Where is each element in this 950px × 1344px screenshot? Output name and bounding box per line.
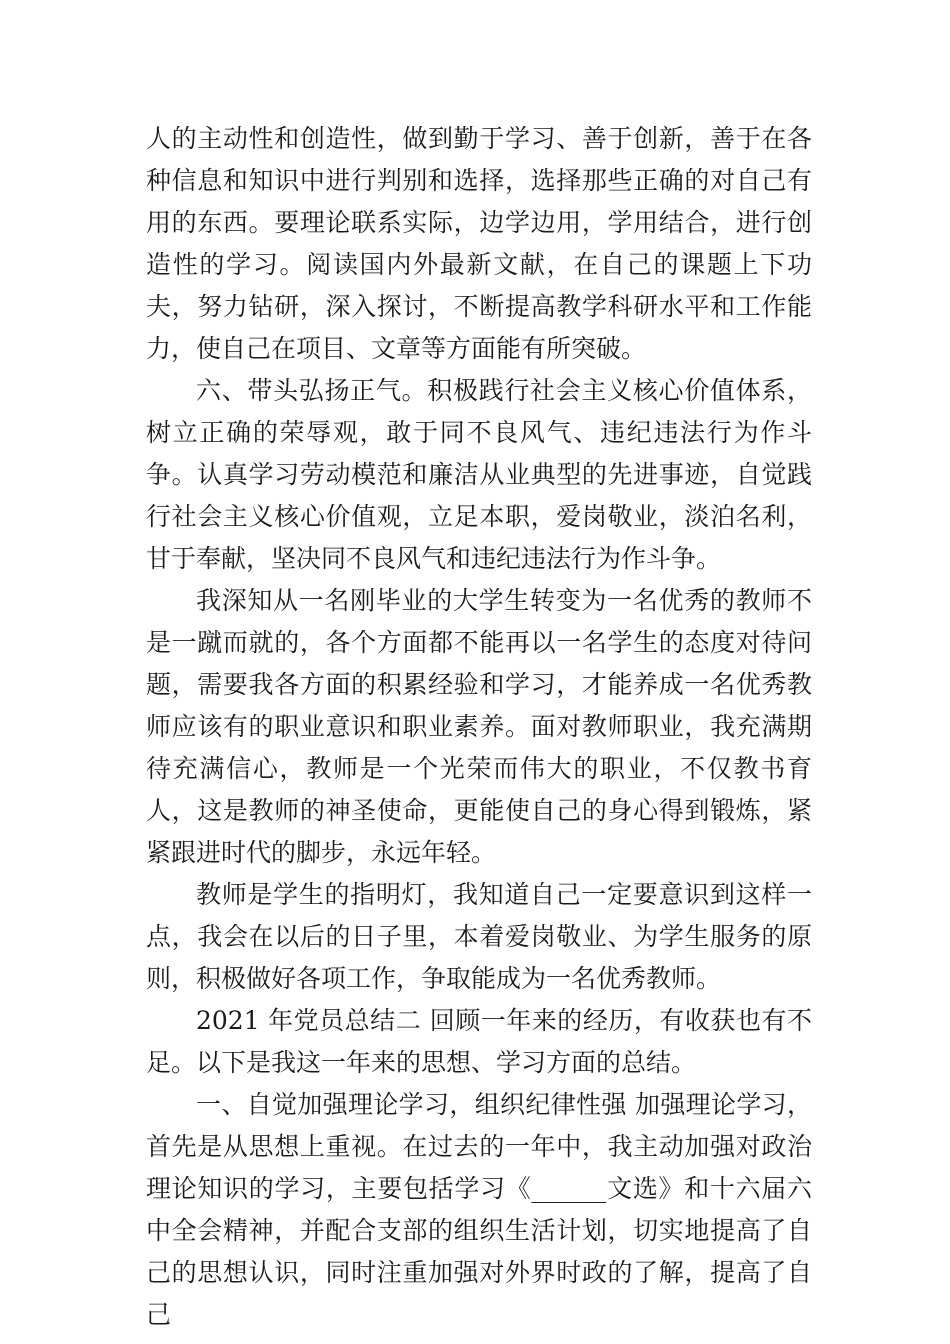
paragraph-section-six: 六、带头弘扬正气。积极践行社会主义核心价值体系，树立正确的荣辱观，敢于同不良风气、违纪违法行为作斗争。认真学习劳动模范和廉洁从业典型的先进事迹，自觉践行社会主义核心价值观，立足本职，爱岗敬业，淡泊名利，甘于奉献，坚决同不良风气和违纪违法行为作斗争。 (146, 376, 812, 573)
paragraph-teacher-reflection: 我深知从一名刚毕业的大学生转变为一名优秀的教师不是一蹴而就的，各个方面都不能再以一名学生的态度对待问题，需要我各方面的积累经验和学习，才能养成一名优秀教师应该有的职业意识和职业素养。面对教师职业，我充满期待充满信心，教师是一个光荣而伟大的职业，不仅教书育人，这是教师的神圣使命，更能使自己的身心得到锻炼，紧紧跟进时代的脚步，永远年轻。 (146, 586, 812, 867)
document-body (146, 118, 812, 1336)
paragraph-guiding-lamp: 教师是学生的指明灯，我知道自己一定要意识到这样一点，我会在以后的日子里，本着爱岗敬业、为学生服务的原则，积极做好各项工作，争取能成为一名优秀教师。 (146, 880, 812, 993)
paragraph-continuation: 人的主动性和创造性，做到勤于学习、善于创新，善于在各种信息和知识中进行判别和选择，选择那些正确的对自己有用的东西。要理论联系实际，边学边用，学用结合，进行创造性的学习。阅读国内外最新文献，在自己的课题上下功夫，努力钻研，深入探讨，不断提高教学科研水平和工作能力，使自己在项目、文章等方面能有所突破。 (146, 124, 812, 363)
paragraph-2021-summary: 2021 年党员总结二 回顾一年来的经历，有收获也有不足。以下是我这一年来的思想、学习方面的总结。 (146, 1006, 812, 1077)
paragraph-section-one: 一、自觉加强理论学习，组织纪律性强 加强理论学习，首先是从思想上重视。在过去的一年中，我主动加强对政治理论知识的学习，主要包括学习《______文选》和十六届六中全会精神，并配合支部的组织生活计划，切实地提高了自己的思想认识，同时注重加强对外界时政的了解，提高了自己 (146, 1090, 812, 1329)
